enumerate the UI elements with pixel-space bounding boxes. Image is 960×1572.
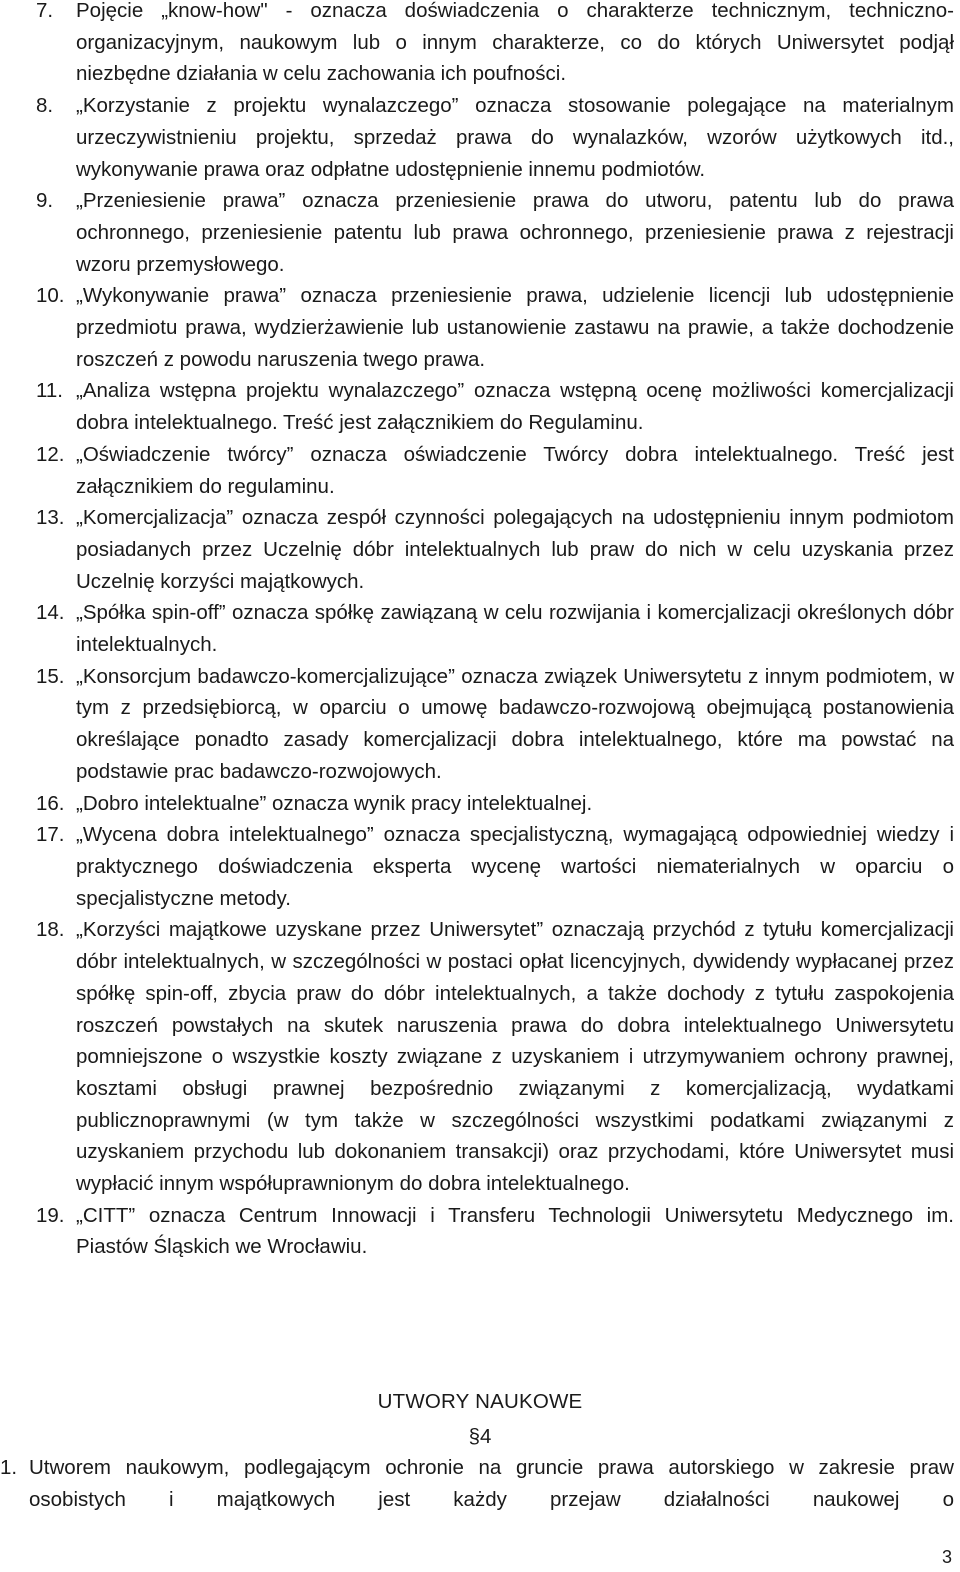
definition-number: 16. bbox=[36, 791, 65, 815]
paragraph-number: 1. bbox=[0, 1456, 18, 1479]
definition-number: 19. bbox=[36, 1203, 65, 1227]
definition-item bbox=[36, 788, 954, 820]
definition-text: „Konsorcjum badawczo-komercjalizujące” oznacza związek Uniwersytetu z innym podmiotem, w tym z przedsiębiorcą, w oparciu o umowę badawczo-rozwojową obejmującą postanowienia określające ponadto zasady komercjalizacji dobra intelektualnego, które ma powstać na podstawie prac badawczo-rozwojowych. bbox=[76, 664, 954, 783]
definition-number: 17. bbox=[36, 823, 65, 847]
definition-number: 15. bbox=[36, 664, 65, 688]
definition-number: 7. bbox=[36, 0, 54, 22]
definition-number: 9. bbox=[36, 189, 54, 213]
definition-item bbox=[36, 0, 954, 90]
definition-number: 10. bbox=[36, 284, 65, 308]
definition-item bbox=[36, 819, 954, 914]
definition-text: „Spółka spin-off” oznacza spółkę zawiązaną w celu rozwijania i komercjalizacji określonych dóbr intelektualnych. bbox=[76, 601, 954, 657]
definition-number: 14. bbox=[36, 601, 65, 625]
definition-item bbox=[36, 1200, 954, 1263]
definition-number: 11. bbox=[36, 379, 63, 403]
definition-text: Pojęcie „know-how" - oznacza doświadczenia o charakterze technicznym, techniczno- organizacyjnym, naukowym lub o innym charakterze, co do których Uniwersytet podjął niezbędne działania w celu zachowania ich poufności. bbox=[76, 0, 954, 86]
definition-item bbox=[36, 185, 954, 280]
definition-item bbox=[36, 661, 954, 788]
section-heading: UTWORY NAUKOWE bbox=[377, 1390, 583, 1413]
paragraph-text: Utworem naukowym, podlegającym ochronie na gruncie prawa autorskiego w zakresie praw osobistych i majątkowych jest każdy przejaw działalności naukowej o bbox=[29, 1456, 954, 1511]
definition-number: 18. bbox=[36, 918, 65, 942]
definition-item bbox=[36, 90, 954, 185]
page-number: 3 bbox=[941, 1547, 952, 1567]
definition-number: 12. bbox=[36, 442, 65, 466]
definitions-list bbox=[36, 0, 954, 1263]
definition-item bbox=[36, 597, 954, 660]
definition-number: 8. bbox=[36, 94, 54, 118]
definition-text: „Dobro intelektualne” oznacza wynik pracy intelektualnej. bbox=[76, 791, 593, 815]
definition-text: „Wycena dobra intelektualnego” oznacza specjalistyczną, wymagającą odpowiedniej wiedzy i praktycznego doświadczenia eksperta wycenę wartości niematerialnych w oparciu o specjalistyczne metody. bbox=[76, 823, 954, 910]
definition-number: 13. bbox=[36, 506, 65, 530]
definition-text: „Korzystanie z projektu wynalazczego” oznacza stosowanie polegające na materialnym urzeczywistnieniu projektu, sprzedaż prawa do wynalazków, wzorów użytkowych itd., wykonywanie prawa oraz odpłatne udostępnienie innemu podmiotów. bbox=[76, 94, 954, 181]
definition-item bbox=[36, 280, 954, 375]
definition-item bbox=[36, 914, 954, 1199]
definition-text: „Przeniesienie prawa” oznacza przeniesienie prawa do utworu, patentu lub do prawa ochronnego, przeniesienie patentu lub prawa ochronnego, przeniesienie prawa z rejestracji wzoru przemysłowego. bbox=[76, 189, 954, 276]
section-paragraph bbox=[0, 1452, 954, 1515]
definition-text: „Komercjalizacja” oznacza zespół czynności polegających na udostępnieniu innym podmiotom posiadanych przez Uczelnię dóbr intelektualnych lub praw do nich w celu uzyskania przez Uczelnię korzyści majątkowych. bbox=[76, 506, 954, 593]
definition-text: „Korzyści majątkowe uzyskane przez Uniwersytet” oznaczają przychód z tytułu komercjalizacji dóbr intelektualnych, w szczególności w postaci opłat licencyjnych, dywidendy wypłacanej przez spółkę spin-off, zbycia praw do dóbr intelektualnych, a także dochody z tytułu zaspokojenia roszczeń powstałych na skutek naruszenia prawa do dobra intelektualnego Uniwersytetu pomniejszone o wszystkie koszty związane z uzyskaniem i utrzymywaniem ochrony prawnej, kosztami obsługi prawnej bezpośrednio związanymi z komercjalizacją, wydatkami publicznoprawnymi (w tym także w szczególności wszystkimi podatkami związanymi z uzyskaniem przychodu lub dokonaniem transakcji) oraz przychodami, które Uniwersytet musi wypłacić innym współuprawnionym do dobra intelektualnego. bbox=[76, 918, 954, 1196]
definition-text: „Analiza wstępna projektu wynalazczego” oznacza wstępną ocenę możliwości komercjalizacji dobra intelektualnego. Treść jest załącznikiem do Regulaminu. bbox=[76, 379, 954, 435]
definition-item bbox=[36, 375, 954, 438]
definition-text: „Wykonywanie prawa” oznacza przeniesienie prawa, udzielenie licencji lub udostępnienie przedmiotu prawa, wydzierżawienie lub ustanowienie zastawu na prawie, a także dochodzenie roszczeń z powodu naruszenia twego prawa. bbox=[76, 284, 954, 371]
definition-item bbox=[36, 502, 954, 597]
definition-item bbox=[36, 439, 954, 502]
definition-text: „Oświadczenie twórcy” oznacza oświadczenie Twórcy dobra intelektualnego. Treść jest załącznikiem do regulaminu. bbox=[76, 442, 954, 498]
section-mark: §4 bbox=[468, 1425, 492, 1448]
definition-text: „CITT” oznacza Centrum Innowacji i Transferu Technologii Uniwersytetu Medycznego im. Piastów Śląskich we Wrocławiu. bbox=[76, 1203, 954, 1259]
